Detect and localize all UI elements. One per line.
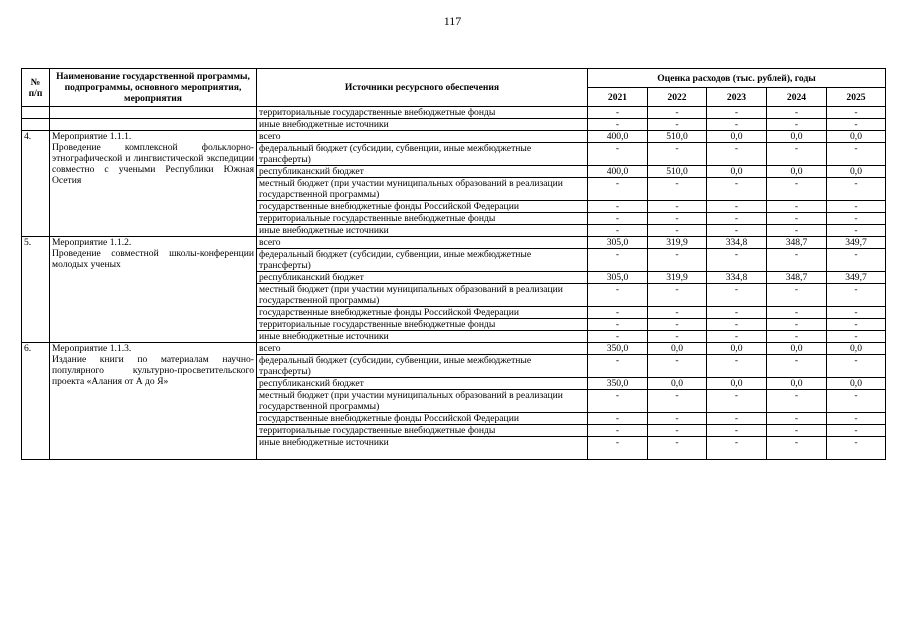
table-row <box>22 343 886 355</box>
source-cell: местный бюджет (при участии муниципальных образований в реализации государственной программы) <box>257 284 588 307</box>
value-cell: - <box>707 249 767 272</box>
value-cell: 350,0 <box>588 343 648 355</box>
event-description: Проведение комплексной фольклорно-этнографической и лингвистической экспедиции совместно с учеными Республики Южная Осетия <box>52 142 254 186</box>
event-name-cell <box>50 131 257 237</box>
value-cell: 0,0 <box>827 131 886 143</box>
value-cell: 319,9 <box>648 237 707 249</box>
source-cell: всего <box>257 237 588 249</box>
value-cell: - <box>767 119 827 131</box>
source-cell: республиканский бюджет <box>257 166 588 178</box>
value-cell: - <box>588 178 648 201</box>
header-estimate: Оценка расходов (тыс. рублей), годы <box>588 69 886 88</box>
value-cell: - <box>648 437 707 460</box>
value-cell: - <box>827 119 886 131</box>
value-cell: - <box>588 143 648 166</box>
value-cell: - <box>648 319 707 331</box>
value-cell: - <box>588 437 648 460</box>
value-cell: - <box>648 307 707 319</box>
value-cell: - <box>707 213 767 225</box>
value-cell: - <box>767 201 827 213</box>
value-cell: 0,0 <box>707 343 767 355</box>
value-cell: - <box>648 355 707 378</box>
source-cell: иные внебюджетные источники <box>257 437 588 460</box>
value-cell: 305,0 <box>588 237 648 249</box>
value-cell: - <box>648 284 707 307</box>
value-cell: - <box>707 284 767 307</box>
header-num: № п/п <box>22 69 50 107</box>
value-cell: 0,0 <box>827 343 886 355</box>
header-name: Наименование государственной программы, подпрограммы, основного мероприятия, мероприятия <box>50 69 257 107</box>
value-cell: - <box>588 413 648 425</box>
value-cell: - <box>707 225 767 237</box>
value-cell: - <box>827 201 886 213</box>
value-cell: 0,0 <box>827 166 886 178</box>
value-cell: 350,0 <box>588 378 648 390</box>
event-number: 6. <box>22 343 50 460</box>
source-cell: государственные внебюджетные фонды Российской Федерации <box>257 201 588 213</box>
value-cell: - <box>648 413 707 425</box>
value-cell: - <box>827 425 886 437</box>
value-cell: - <box>648 425 707 437</box>
value-cell: - <box>588 249 648 272</box>
value-cell: - <box>588 319 648 331</box>
value-cell: - <box>648 249 707 272</box>
source-cell: государственные внебюджетные фонды Российской Федерации <box>257 307 588 319</box>
source-cell: территориальные государственные внебюджетные фонды <box>257 319 588 331</box>
value-cell: 0,0 <box>767 378 827 390</box>
value-cell: - <box>827 249 886 272</box>
value-cell: - <box>707 390 767 413</box>
event-number: 5. <box>22 237 50 343</box>
event-title: Мероприятие 1.1.3. <box>52 343 132 354</box>
value-cell: - <box>707 201 767 213</box>
num-cell <box>22 107 50 119</box>
value-cell: 334,8 <box>707 237 767 249</box>
value-cell: - <box>648 178 707 201</box>
value-cell: - <box>767 143 827 166</box>
value-cell: - <box>707 425 767 437</box>
event-number: 4. <box>22 131 50 237</box>
source-cell: территориальные государственные внебюджетные фонды <box>257 425 588 437</box>
source-cell: всего <box>257 343 588 355</box>
value-cell: 510,0 <box>648 131 707 143</box>
value-cell: - <box>648 225 707 237</box>
budget-table <box>21 68 886 460</box>
source-cell: местный бюджет (при участии муниципальных образований в реализации государственной программы) <box>257 178 588 201</box>
value-cell: 400,0 <box>588 166 648 178</box>
source-cell: иные внебюджетные источники <box>257 119 588 131</box>
value-cell: - <box>827 107 886 119</box>
value-cell: - <box>707 437 767 460</box>
value-cell: - <box>707 119 767 131</box>
value-cell: - <box>588 107 648 119</box>
value-cell: - <box>588 213 648 225</box>
table-row <box>22 131 886 143</box>
value-cell: - <box>707 355 767 378</box>
value-cell: - <box>588 284 648 307</box>
name-cell <box>50 107 257 119</box>
header-year: 2023 <box>707 88 767 107</box>
event-title: Мероприятие 1.1.1. <box>52 131 132 142</box>
value-cell: - <box>767 107 827 119</box>
header-year: 2025 <box>827 88 886 107</box>
value-cell: - <box>827 390 886 413</box>
value-cell: - <box>648 201 707 213</box>
value-cell: 510,0 <box>648 166 707 178</box>
value-cell: - <box>648 390 707 413</box>
source-cell: территориальные государственные внебюджетные фонды <box>257 213 588 225</box>
event-description: Издание книги по материалам научно-популярного культурно-просветительского проекта «Алания от А до Я» <box>52 354 254 387</box>
value-cell: - <box>767 213 827 225</box>
table-row <box>22 119 886 131</box>
header-year: 2022 <box>648 88 707 107</box>
event-name-cell <box>50 237 257 343</box>
value-cell: - <box>827 225 886 237</box>
value-cell: 0,0 <box>767 166 827 178</box>
value-cell: - <box>767 331 827 343</box>
table-row <box>22 107 886 119</box>
value-cell: - <box>767 425 827 437</box>
value-cell: - <box>767 390 827 413</box>
value-cell: 319,9 <box>648 272 707 284</box>
source-cell: местный бюджет (при участии муниципальных образований в реализации государственной программы) <box>257 390 588 413</box>
value-cell: - <box>827 178 886 201</box>
value-cell: 0,0 <box>707 131 767 143</box>
event-name-cell <box>50 343 257 460</box>
source-cell: федеральный бюджет (субсидии, субвенции, иные межбюджетные трансферты) <box>257 143 588 166</box>
value-cell: 0,0 <box>707 166 767 178</box>
value-cell: 0,0 <box>648 343 707 355</box>
source-cell: федеральный бюджет (субсидии, субвенции, иные межбюджетные трансферты) <box>257 355 588 378</box>
source-cell: республиканский бюджет <box>257 378 588 390</box>
value-cell: 348,7 <box>767 272 827 284</box>
value-cell: 334,8 <box>707 272 767 284</box>
value-cell: - <box>648 119 707 131</box>
value-cell: - <box>588 331 648 343</box>
event-description: Проведение совместной школы-конференции молодых ученых <box>52 248 254 270</box>
value-cell: - <box>767 225 827 237</box>
value-cell: - <box>648 331 707 343</box>
value-cell: - <box>767 178 827 201</box>
name-cell <box>50 119 257 131</box>
value-cell: - <box>827 284 886 307</box>
page-number: 117 <box>443 14 462 28</box>
value-cell: 0,0 <box>827 378 886 390</box>
value-cell: - <box>707 331 767 343</box>
value-cell: - <box>827 355 886 378</box>
header-year: 2021 <box>588 88 648 107</box>
table-row <box>22 237 886 249</box>
value-cell: - <box>827 143 886 166</box>
value-cell: - <box>707 143 767 166</box>
value-cell: 349,7 <box>827 237 886 249</box>
value-cell: - <box>827 319 886 331</box>
source-cell: территориальные государственные внебюджетные фонды <box>257 107 588 119</box>
header-sources: Источники ресурсного обеспечения <box>257 69 588 107</box>
header-year: 2024 <box>767 88 827 107</box>
value-cell: 0,0 <box>767 343 827 355</box>
value-cell: 305,0 <box>588 272 648 284</box>
source-cell: государственные внебюджетные фонды Российской Федерации <box>257 413 588 425</box>
value-cell: - <box>767 249 827 272</box>
value-cell: - <box>827 413 886 425</box>
value-cell: - <box>588 390 648 413</box>
value-cell: 0,0 <box>648 378 707 390</box>
value-cell: - <box>648 107 707 119</box>
source-cell: федеральный бюджет (субсидии, субвенции, иные межбюджетные трансферты) <box>257 249 588 272</box>
value-cell: - <box>767 437 827 460</box>
value-cell: - <box>827 331 886 343</box>
value-cell: - <box>707 319 767 331</box>
source-cell: иные внебюджетные источники <box>257 225 588 237</box>
value-cell: - <box>588 201 648 213</box>
value-cell: - <box>827 213 886 225</box>
source-cell: республиканский бюджет <box>257 272 588 284</box>
value-cell: - <box>767 355 827 378</box>
value-cell: - <box>767 284 827 307</box>
source-cell: всего <box>257 131 588 143</box>
source-cell: иные внебюджетные источники <box>257 331 588 343</box>
value-cell: - <box>707 178 767 201</box>
value-cell: - <box>588 355 648 378</box>
value-cell: 349,7 <box>827 272 886 284</box>
value-cell: - <box>707 307 767 319</box>
value-cell: - <box>827 307 886 319</box>
value-cell: - <box>767 319 827 331</box>
value-cell: - <box>707 413 767 425</box>
value-cell: 400,0 <box>588 131 648 143</box>
value-cell: 0,0 <box>707 378 767 390</box>
value-cell: - <box>648 213 707 225</box>
value-cell: - <box>588 225 648 237</box>
value-cell: - <box>648 143 707 166</box>
value-cell: - <box>588 307 648 319</box>
value-cell: 348,7 <box>767 237 827 249</box>
value-cell: - <box>588 425 648 437</box>
value-cell: - <box>767 413 827 425</box>
value-cell: - <box>827 437 886 460</box>
value-cell: - <box>707 107 767 119</box>
event-title: Мероприятие 1.1.2. <box>52 237 132 248</box>
value-cell: 0,0 <box>767 131 827 143</box>
value-cell: - <box>767 307 827 319</box>
num-cell <box>22 119 50 131</box>
value-cell: - <box>588 119 648 131</box>
